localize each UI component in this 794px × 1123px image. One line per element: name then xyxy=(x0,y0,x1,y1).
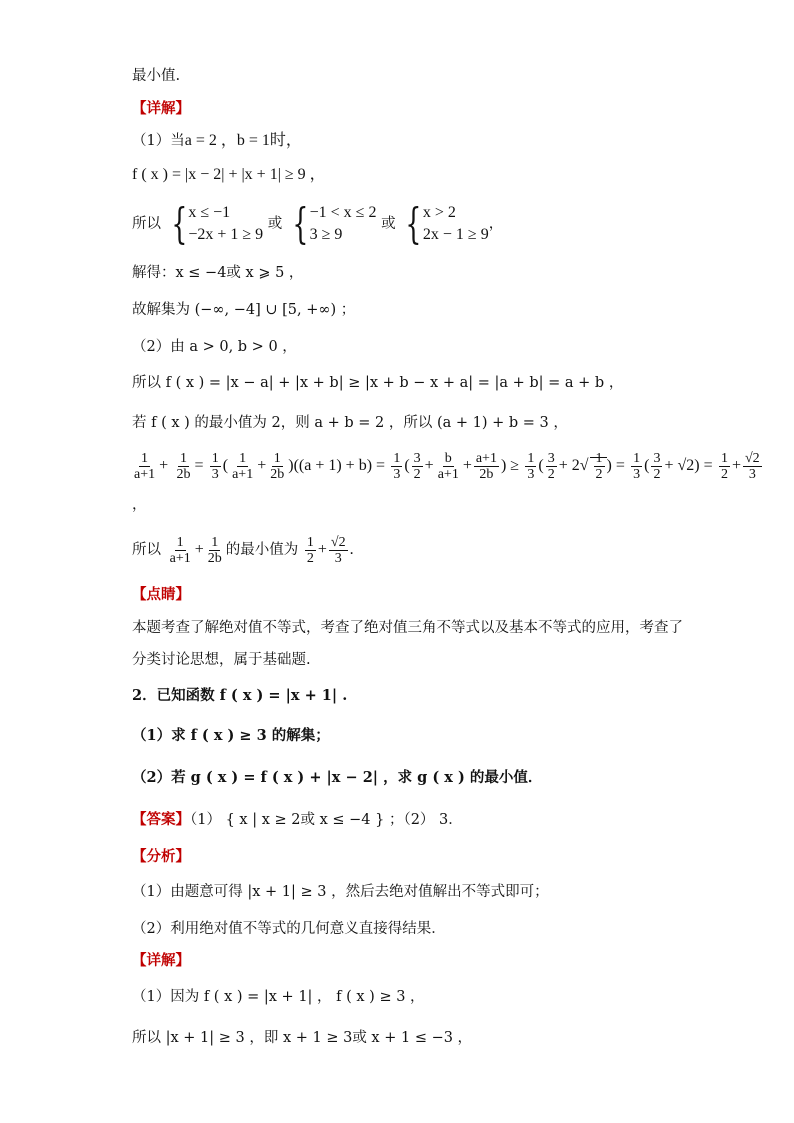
text-line: 解得：x ≤ −4或 x ⩾ 5 ， xyxy=(132,265,304,281)
section-heading-detail: 【详解】 xyxy=(132,101,190,117)
fraction: $\frac{√2}{3}$ xyxy=(744,451,760,482)
fraction: $\frac{3}{2}$ xyxy=(653,451,661,482)
text-line: 本题考查了解绝对值不等式，考查了绝对值三角不等式以及基本不等式的应用，考查了 xyxy=(132,620,683,636)
text-line: 所以 |x + 1| ≥ 3 ，即 x + 1 ≥ 3或 x + 1 ≤ −3 ， xyxy=(132,1030,473,1046)
text-line: （1）由题意可得 |x + 1| ≥ 3 ，然后去绝对值解出不等式即可； xyxy=(132,884,549,900)
fraction: $\frac{b}{a+1}$ xyxy=(437,451,459,482)
question-part-1: （1）求 f ( x ) ≥ 3 的解集； xyxy=(132,727,330,744)
text-line: 最小值. xyxy=(132,68,181,84)
system-line: 所以 { x ≤ −1 −2x + 1 ≥ 9 或 { −1 < x ≤ 2 3 ≥ 9 或 { x > 2 2x − 1 ≥ 9 ， xyxy=(132,199,504,248)
fraction: $\frac{1}{a+1}$ xyxy=(232,451,254,482)
fraction: $\frac{1}{2b}$ xyxy=(176,451,191,482)
math-line: f ( x ) = |x − 2| + |x + 1| ≥ 9 ， xyxy=(132,166,326,183)
section-heading-detail: 【详解】 xyxy=(132,953,190,969)
answer-line: 【答案】（1） { x | x ≥ 2或 x ≤ −4 } ；（2） 3． xyxy=(132,812,463,828)
fraction: $\frac{a+1}{2b}$ xyxy=(475,451,497,482)
fraction: $\frac{1}{2b}$ xyxy=(207,534,222,566)
fraction: $\frac{1}{3}$ xyxy=(393,451,401,482)
equation-system: { −1 < x ≤ 2 3 ≥ 9 xyxy=(292,199,377,248)
text-line: 分类讨论思想，属于基础题. xyxy=(132,652,311,668)
fraction: $\frac{3}{2}$ xyxy=(413,451,421,482)
text-line: 故解集为 (−∞, −4] ∪ [5, +∞) ； xyxy=(132,302,356,318)
text-line: （2）由 a > 0, b > 0 ， xyxy=(132,339,297,355)
section-heading-analysis: 【分析】 xyxy=(132,849,190,865)
fraction: $\frac{1}{a+1}$ xyxy=(169,534,191,566)
fraction: $\frac{1}{a+1}$ xyxy=(134,451,156,482)
fraction: $\frac{1}{2}$ xyxy=(720,451,728,482)
fraction: $\frac{3}{2}$ xyxy=(547,451,555,482)
fraction: $\frac{1}{3}$ xyxy=(527,451,535,482)
fraction: $\frac{1}{2b}$ xyxy=(270,451,285,482)
equation-system: { x > 2 2x − 1 ≥ 9 xyxy=(405,199,489,248)
section-heading-comment: 【点睛】 xyxy=(132,587,190,603)
text-line: ， xyxy=(132,497,147,513)
fraction: $\frac{1}{3}$ xyxy=(633,451,641,482)
math-line: 所以 f ( x ) = |x − a| + |x + b| ≥ |x + b − x + a| = |a + b| = a + b ， xyxy=(132,375,624,391)
equation-system: { x ≤ −1 −2x + 1 ≥ 9 xyxy=(170,199,264,248)
text-line: （1）当a = 2 ，b = 1时， xyxy=(132,132,302,149)
question-title: 2．已知函数 f ( x ) = |x + 1| . xyxy=(132,687,348,704)
fraction: $\frac{1}{3}$ xyxy=(211,451,219,482)
fraction: $\frac{√2}{3}$ xyxy=(330,534,346,566)
question-part-2: （2）若 g ( x ) = f ( x ) + |x − 2| ，求 g ( x ) 的最小值． xyxy=(132,769,543,786)
inequality-chain: $\frac{1}{a+1}$ + $\frac{1}{2b}$ = $\frac{1}{3}$ ( $\frac{1}{a+1}$ + $\frac{1}{2b}$ )((a + 1) + b) = $\frac{1}{3}$ ( $\frac{3}{2}$ + $\frac{b}{a+1}$ + $\frac{a+1}{2b}$ ) ≥ $\frac{1}{3}$ ( $\frac{3}{2}$ + 2√ $\frac{1}{2}$ ) = $\frac{1}{3}$ ( $\frac{3}{2}$ + √2) = $\frac{1}{2}$ + $\frac{√2}{3}$ xyxy=(134,451,760,482)
fraction: $\frac{1}{2}$ xyxy=(595,451,603,482)
text-line: 若 f ( x ) 的最小值为 2，则 a + b = 2 ，所以 (a + 1) + b = 3 ， xyxy=(132,415,568,431)
result-line: 所以 $\frac{1}{a+1}$ + $\frac{1}{2b}$ 的最小值为 $\frac{1}{2}$ + $\frac{√2}{3}$ . xyxy=(132,534,354,566)
text-line: （2）利用绝对值不等式的几何意义直接得结果． xyxy=(132,921,446,937)
fraction: $\frac{1}{2}$ xyxy=(306,534,314,566)
text-line: （1）因为 f ( x ) = |x + 1| ， f ( x ) ≥ 3 ， xyxy=(132,989,425,1005)
